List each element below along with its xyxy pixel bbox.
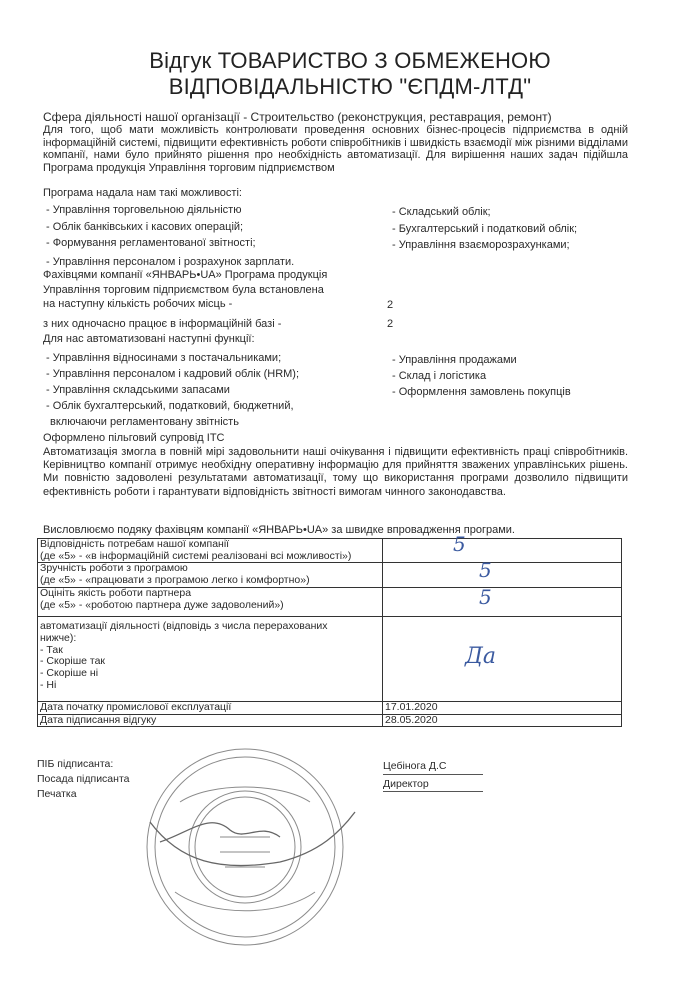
- automated-left-list: [46, 350, 299, 430]
- table-row: Зручність роботи з програмою (де «5» - «працювати з програмою легко і комфортно») 5: [38, 563, 622, 588]
- list-item: - Управління взаєморозрахунками;: [392, 239, 570, 251]
- list-item: - Облік бухгалтерський, податковий, бюджетний,: [46, 400, 294, 412]
- document-title: [60, 48, 640, 100]
- table-row: Дата початку промислової експлуатації 17.01.2020: [38, 702, 622, 715]
- list-item: - Склад і логістика: [392, 370, 487, 382]
- table-row: Відповідність потребам нашої компанії (де «5» - «в інформаційній системі реалізовані всі можливості») 5: [38, 539, 622, 563]
- workplaces-count: 2: [387, 299, 394, 311]
- company-stamp: [120, 742, 370, 952]
- intro-paragraph: Для того, щоб мати можливість контролювати проведення основних бізнес-процесів підприємства в одній інформаційній системі, підвищити ефективність роботи співробітників і швидкість взаємодії між різними відділами компанії, нами було прийнято рішення про необхідність автоматизації. Для вирішення наших задач підійшла Програма продукція Управління торговим підприємством: [43, 124, 628, 174]
- list-item: - Управління персоналом і кадровий облік (HRM);: [46, 368, 300, 380]
- list-item: - Управління продажами: [392, 354, 517, 366]
- features-left-list: [46, 202, 294, 270]
- list-item: - Складський облік;: [392, 206, 491, 218]
- list-item: включаючи регламентовану звітність: [50, 416, 239, 428]
- list-item: - Облік банківських і касових операцій;: [46, 220, 244, 233]
- signer-position-label: Посада підписанта: [37, 773, 130, 785]
- activity-sphere: Сфера діяльності нашої організації - Строительство (реконструкция, реставрация, ремонт): [43, 110, 552, 124]
- start-date: 17.01.2020: [383, 702, 622, 715]
- table-row: автоматизації діяльності (відповідь з числа перерахованих нижче): - Так - Скоріше так - Скоріше ні - Ні Да: [38, 617, 622, 702]
- stamp-label: Печатка: [37, 788, 77, 800]
- result-paragraph: Автоматизація змогла в повній мірі задовольнити наші очікування і підвищити ефективність праці співробітників. Керівництво компанії отримує необхідну оперативну інформацію для прийняття зважених управлінських рішень. Ми повністю задоволені результатами автоматизації, тому що використання програми дозволило підвищити ефективність роботи і гарантувати відповідність звітності вимогам чинного законодавства.: [43, 446, 628, 498]
- table-row: Оцініть якість роботи партнера (де «5» - «роботою партнера дуже задоволений») 5: [38, 588, 622, 617]
- installation-info: Фахівцями компанії «ЯНВАРЬ•UA» Програма продукція Управління торговим підприємством була встановлена на наступну кількість робочих місць - з них одночасно працює в інформаційній базі -: [43, 269, 328, 330]
- automated-right-list: [392, 352, 571, 400]
- signer-name-value: Цебінога Д.С: [383, 760, 447, 772]
- signer-name-underline: [383, 774, 483, 775]
- list-item: - Управління персоналом і розрахунок зарплати.: [46, 255, 295, 268]
- features-right-list: [392, 204, 577, 254]
- support-line: Оформлено пільговий супровід ІТС: [43, 432, 225, 444]
- evaluation-table: [37, 532, 622, 727]
- handwritten-score: 5: [479, 558, 492, 582]
- list-item: - Формування регламентованої звітності;: [46, 237, 256, 249]
- list-item: - Управління відносинами з постачальниками;: [46, 352, 282, 364]
- signing-date: 28.05.2020: [383, 714, 622, 727]
- list-item: - Управління складськими запасами: [46, 384, 230, 396]
- features-heading: Програма надала нам такі можливості:: [43, 187, 242, 199]
- handwritten-score: 5: [453, 532, 466, 556]
- signer-position-value: Директор: [383, 778, 429, 790]
- signer-position-underline: [383, 791, 483, 792]
- table-row: Дата підписання відгуку 28.05.2020: [38, 714, 622, 727]
- title-line-1: Відгук ТОВАРИСТВО З ОБМЕЖЕНОЮ: [149, 48, 551, 73]
- list-item: - Оформлення замовлень покупців: [392, 386, 571, 398]
- title-line-2: ВІДПОВІДАЛЬНІСТЮ "ЄПДМ-ЛТД": [168, 74, 532, 99]
- list-item: - Бухгалтерський і податковий облік;: [392, 222, 578, 235]
- thanks-line: Висловлюємо подяку фахівцям компанії «ЯНВАРЬ•UA» за швидке впровадження програми.: [43, 524, 515, 536]
- signer-name-label: ПІБ підписанта:: [37, 758, 114, 770]
- automated-heading: Для нас автоматизовані наступні функції:: [43, 333, 255, 345]
- handwritten-score: 5: [479, 585, 492, 609]
- list-item: - Управління торговельною діяльністю: [46, 204, 242, 216]
- handwritten-answer: Да: [465, 644, 497, 669]
- concurrent-users-count: 2: [387, 318, 394, 330]
